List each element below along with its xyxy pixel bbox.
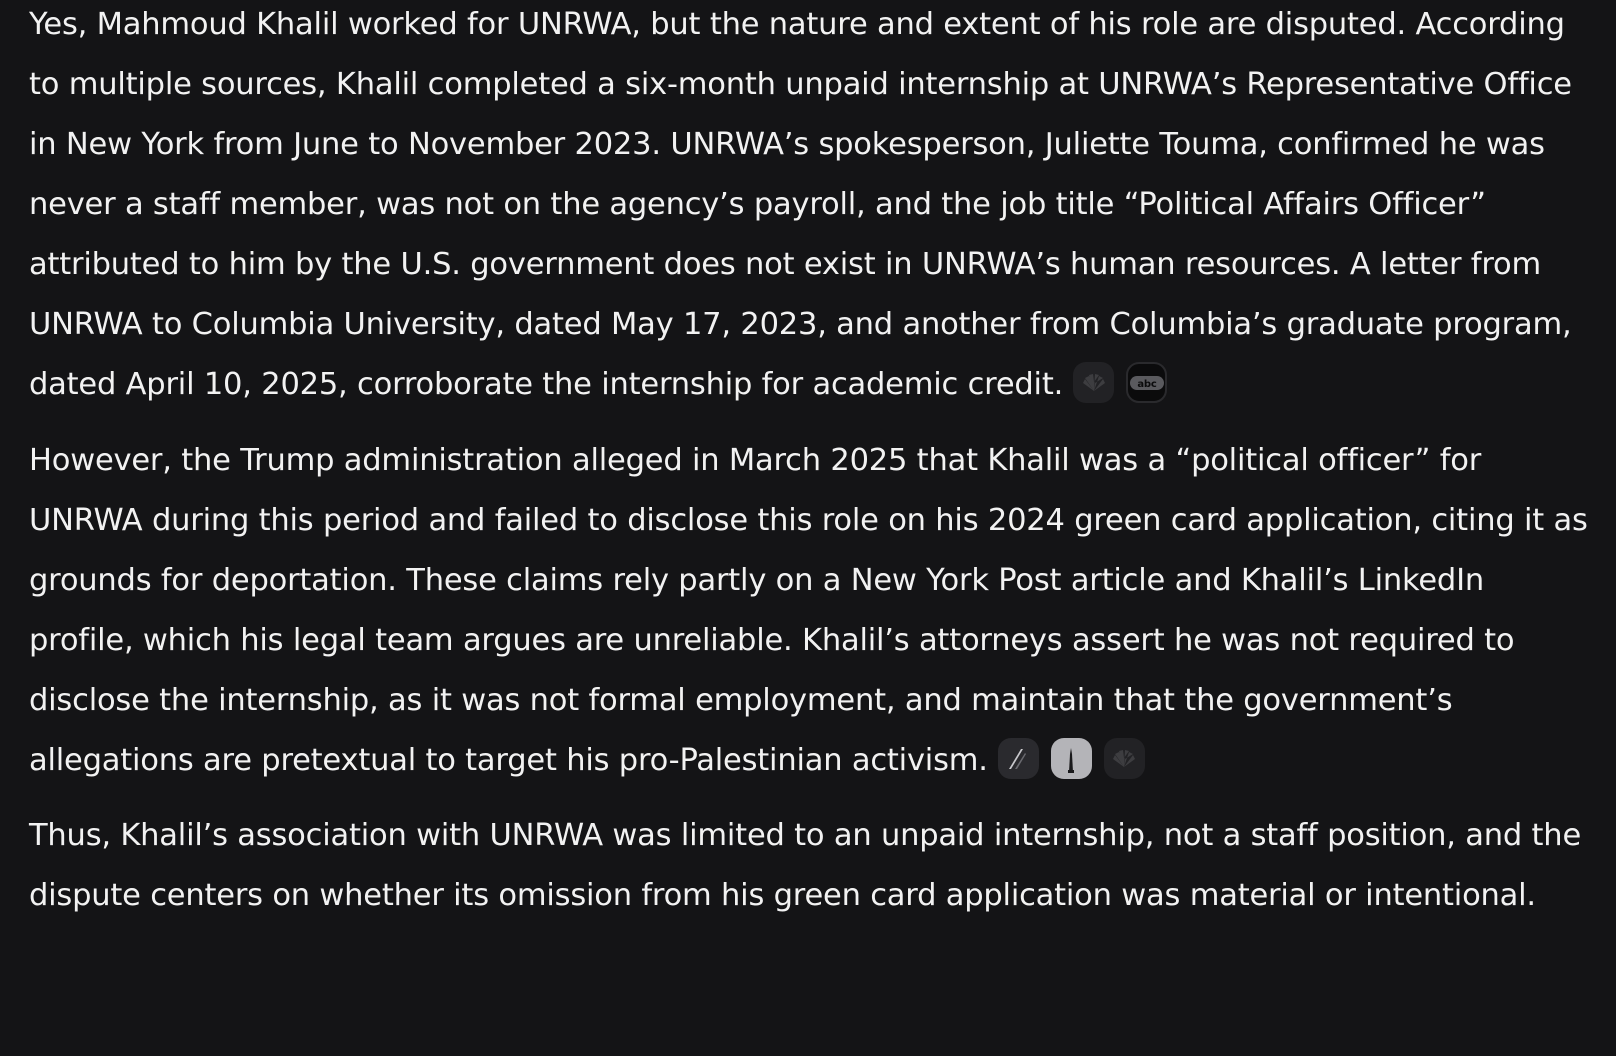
paragraph-text: Yes, Mahmoud Khalil worked for UNRWA, but the nature and extent of his role are disputed. According to multiple sources, Khalil completed a six-month unpaid internship at UNRWA’s Representative Office in New York from June to November 2023. UNRWA’s spokesperson, Juliette Touma, confirmed he was never a staff member, was not on the agency’s payroll, and the job title “Political Affairs Officer” attributed to him by the U.S. government does not exist in UNRWA’s human resources. A letter from UNRWA to Columbia University, dated May 17, 2023, and another from Columbia’s graduate program, dated April 10, 2025, corroborate the internship for academic credit. (29, 7, 1572, 402)
citation-abc[interactable] (1126, 362, 1167, 403)
tower-logo-icon (1061, 744, 1081, 774)
citation-nbc[interactable] (1073, 362, 1114, 403)
slash-logo-icon (1004, 745, 1032, 773)
citation-group (998, 738, 1145, 779)
answer-body (29, 0, 1595, 926)
nbc-peacock-icon (1112, 750, 1136, 768)
nbc-peacock-icon (1082, 374, 1106, 392)
answer-paragraph-3 (29, 806, 1595, 926)
answer-paragraph-2 (29, 431, 1595, 791)
citation-slash[interactable] (998, 738, 1039, 779)
citation-nbc[interactable] (1104, 738, 1145, 779)
paragraph-text: Thus, Khalil’s association with UNRWA was limited to an unpaid internship, not a staff position, and the dispute centers on whether its omission from his green card application was material or intentional. (29, 818, 1582, 913)
answer-paragraph-1 (29, 0, 1595, 415)
citation-tower[interactable] (1051, 738, 1092, 779)
abc-logo-icon (1130, 375, 1164, 391)
paragraph-text: However, the Trump administration alleged in March 2025 that Khalil was a “political officer” for UNRWA during this period and failed to disclose this role on his 2024 green card application, citing it as grounds for deportation. These claims rely partly on a New York Post article and Khalil’s LinkedIn profile, which his legal team argues are unreliable. Khalil’s attorneys assert he was not required to disclose the internship, as it was not formal employment, and maintain that the government’s allegations are pretextual to target his pro-Palestinian activism. (29, 443, 1588, 778)
abc-logo-text: abc (1136, 378, 1157, 390)
citation-group (1073, 362, 1167, 403)
